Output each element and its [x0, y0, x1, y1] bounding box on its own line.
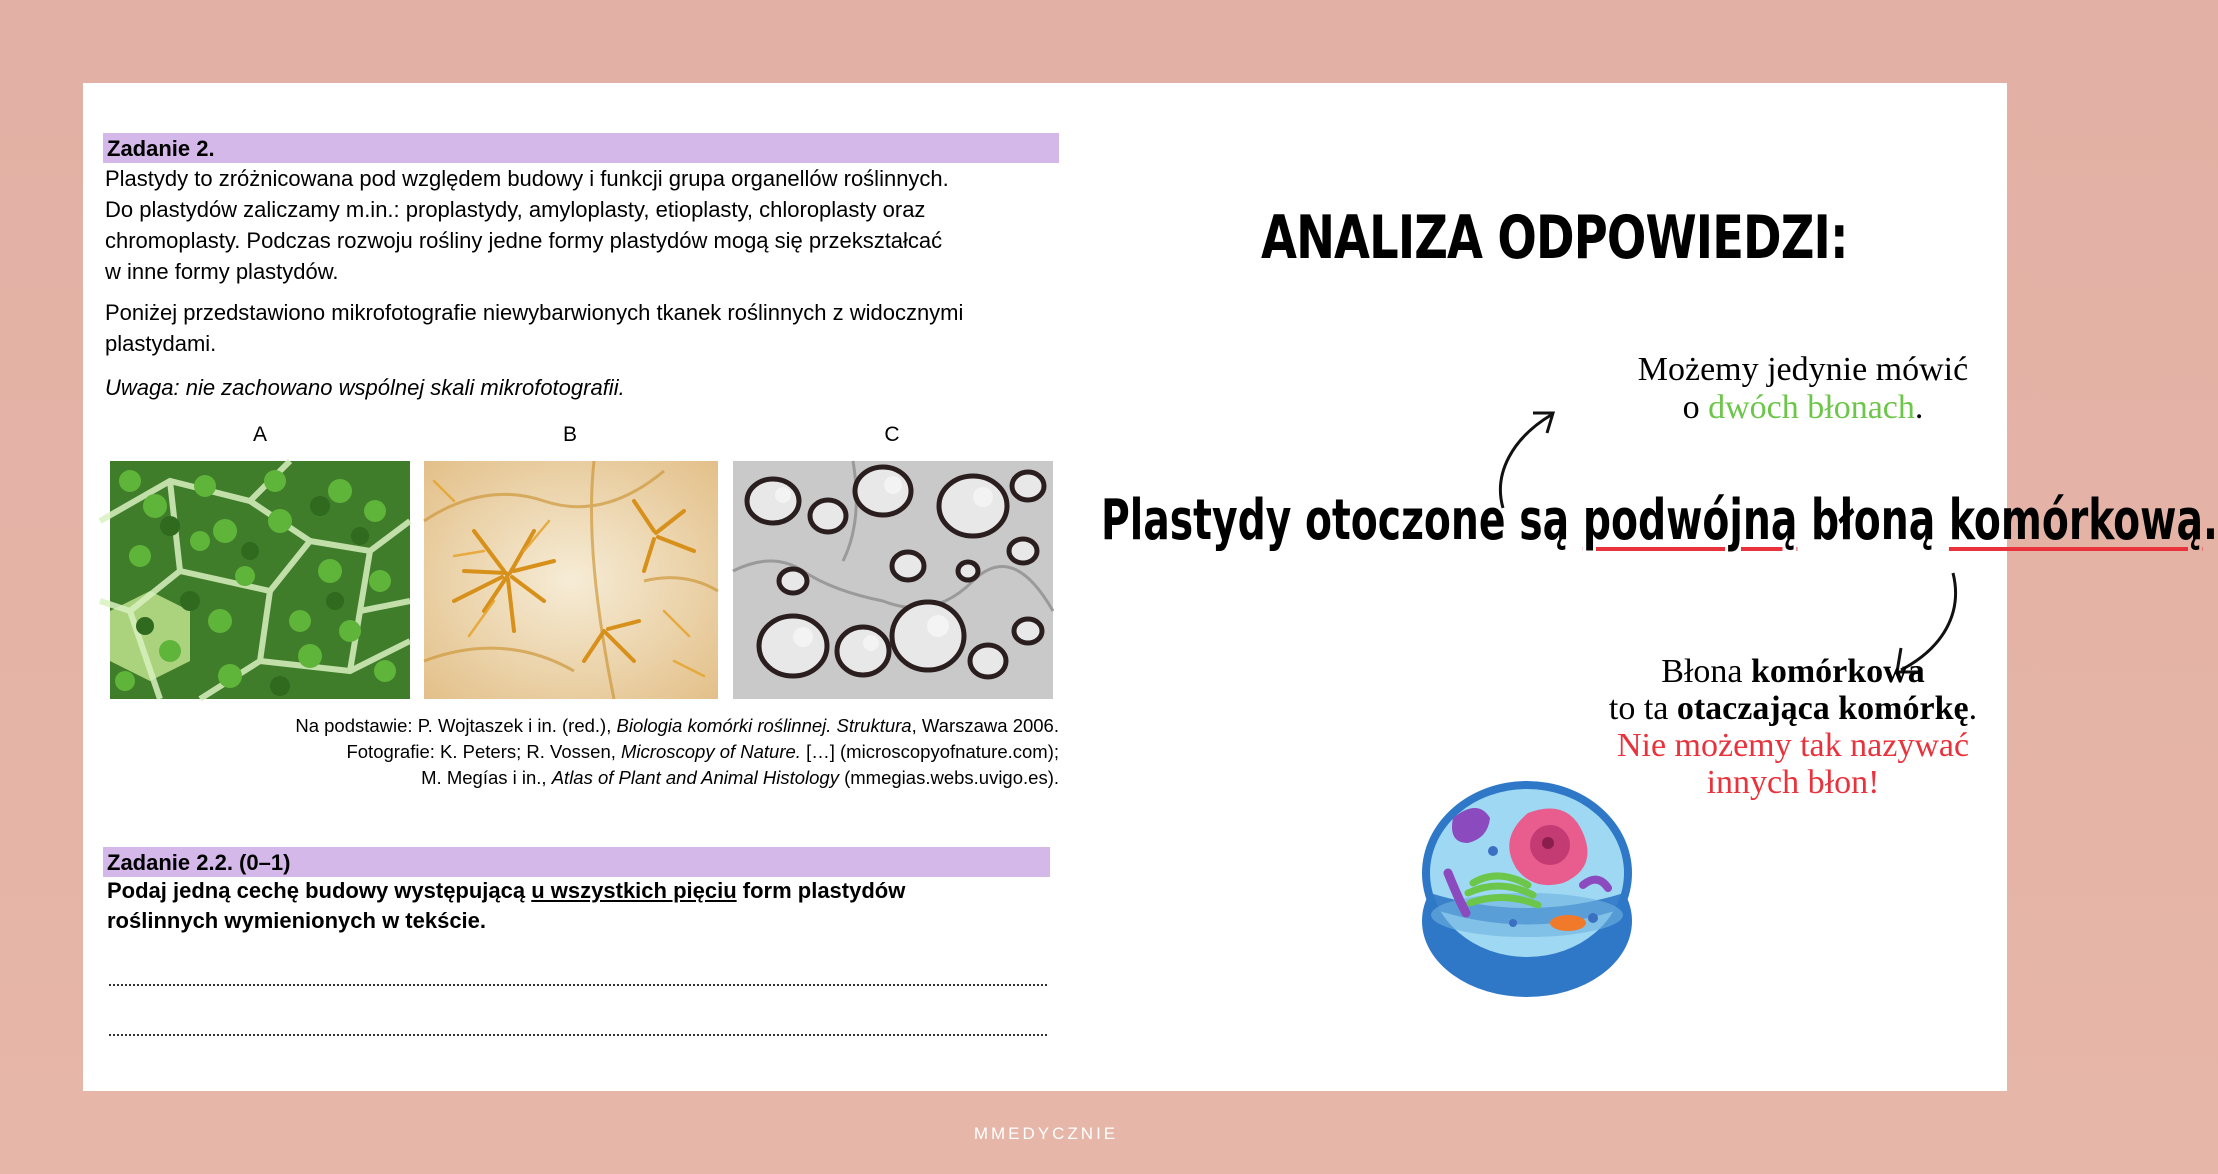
photo-source: [239, 713, 1059, 791]
question-line-2: roślinnych wymienionych w tekście.: [107, 908, 487, 933]
subtask-header: [103, 847, 1050, 877]
source-line-1: Na podstawie: P. Wojtaszek i in. (red.), Biologia komórki roślinnej. Struktura, Warszawa 2006.: [295, 715, 1059, 736]
chloroplast-image: [110, 461, 410, 699]
task-header: [103, 133, 1059, 163]
source-line-2: Fotografie: K. Peters; R. Vossen, Microscopy of Nature. […] (microscopyofnature.com);: [346, 741, 1059, 762]
note-bottom-warning-2: innych błon!: [1706, 764, 1880, 801]
task-header-text: Zadanie 2.: [107, 136, 215, 161]
photo-intro-line: plastydami.: [105, 331, 217, 356]
note-top-line-1: Możemy jedynie mówić: [1637, 351, 1969, 388]
micrograph-c-amyloplasts: [733, 461, 1053, 699]
note-bottom-line-1: Błona komórkowa: [1661, 653, 1925, 690]
question-line-1: Podaj jedną cechę budowy występującą u wszystkich pięciu form plastydów: [107, 878, 906, 903]
answer-line: [109, 1034, 1047, 1036]
note-two-membranes: [1503, 351, 2103, 427]
photo-label-c: C: [884, 423, 900, 446]
intro-line: Plastydy to zróżnicowana pod względem budowy i funkcji grupa organellów roślinnych.: [105, 166, 949, 191]
answer-line: [109, 984, 1047, 986]
analysis-title: ANALIZA ODPOWIEDZI:: [1261, 203, 1848, 273]
slide: [83, 83, 2218, 1091]
statement: Plastydy otoczone są podwójną błoną komórkową.: [1101, 488, 2218, 553]
footer-brand: MMEDYCZNIE: [973, 1124, 1119, 1143]
intro-line: w inne formy plastydów.: [105, 259, 339, 284]
micrograph-b-chromoplasts: [424, 461, 718, 699]
underlined-double: podwójną: [1582, 488, 1798, 553]
micrograph-a-chloroplasts: [110, 461, 410, 699]
amyloplast-image: [733, 461, 1053, 699]
photo-intro: [105, 297, 963, 359]
source-line-3: M. Megías i in., Atlas of Plant and Animal Histology (mmegias.webs.uvigo.es).: [421, 767, 1059, 788]
note-bottom-line-2: to ta otaczająca komórkę.: [1608, 690, 1978, 727]
photo-label-b: B: [562, 423, 577, 446]
note-bottom-warning-1: Nie możemy tak nazywać: [1616, 727, 1970, 764]
chromoplast-image: [424, 461, 718, 699]
subtask-question: [107, 876, 1007, 936]
photo-intro-line: Poniżej przedstawiono mikrofotografie niewybarwionych tkanek roślinnych z widocznymi: [105, 300, 964, 325]
photo-label-a: A: [252, 423, 267, 446]
task-intro: [105, 163, 949, 287]
underlined-cellular: komórkową: [1948, 488, 2203, 553]
scale-note: Uwaga: nie zachowano wspólnej skali mikrofotografii.: [105, 375, 625, 400]
intro-line: Do plastydów zaliczamy m.in.: proplastydy, amyloplasty, etioplasty, chloroplasty oraz: [105, 197, 926, 222]
subtask-header-text: Zadanie 2.2. (0–1): [107, 850, 291, 875]
note-top-line-2: o dwóch błonach.: [1682, 389, 1924, 426]
animal-cell-illustration-icon: [1418, 773, 1636, 1003]
intro-line: chromoplasty. Podczas rozwoju rośliny jedne formy plastydów mogą się przekształcać: [105, 228, 943, 253]
